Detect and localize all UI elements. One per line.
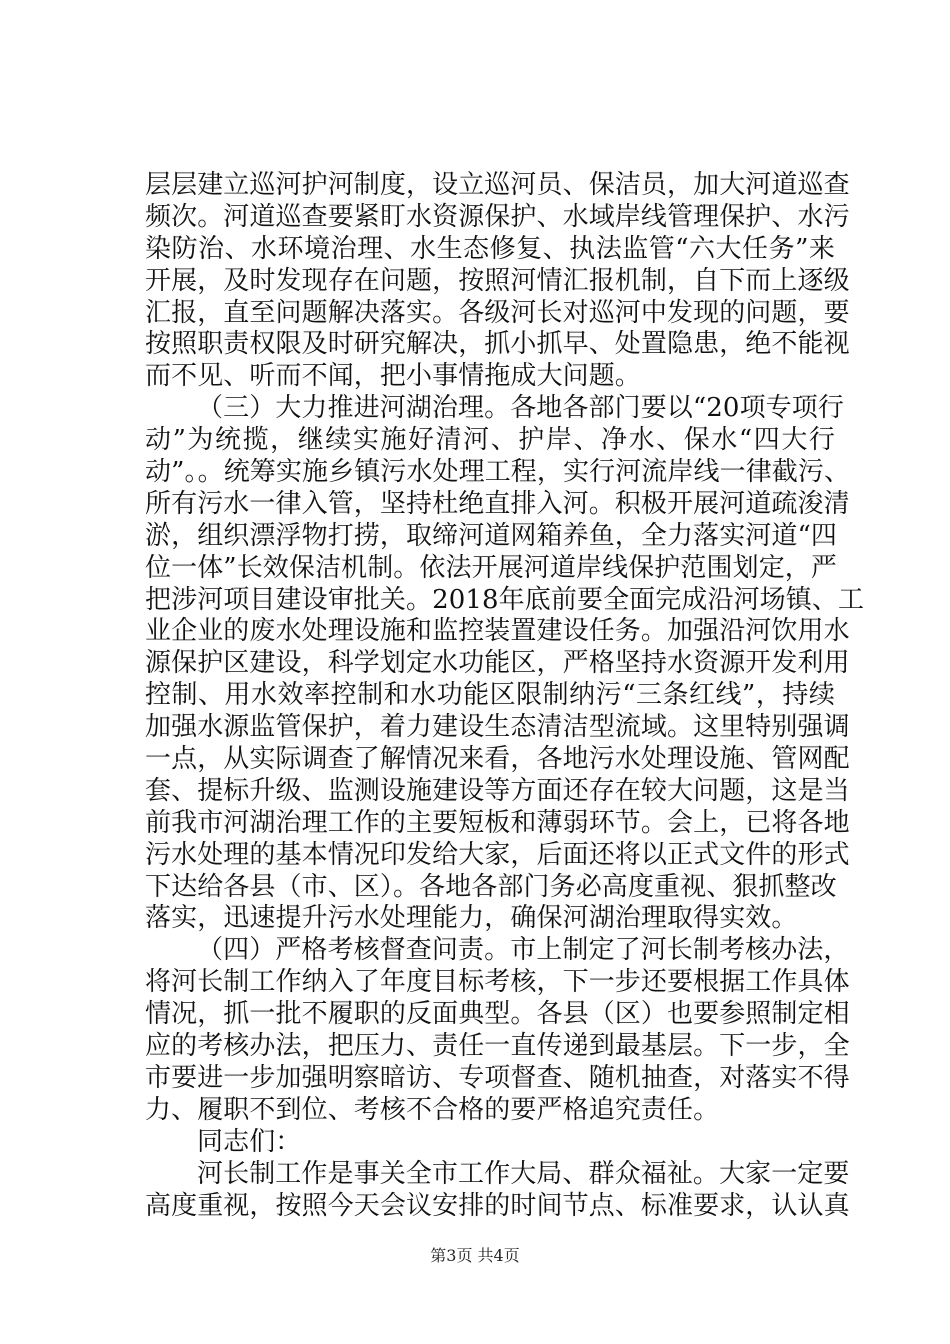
text-line-22: 污水处理的基本情况印发给大家，后面还将以正式文件的形式 bbox=[145, 839, 850, 870]
text-line-8: （三）大力推进河湖治理。各地各部门要以“20项专项行 bbox=[197, 393, 844, 424]
body-text bbox=[145, 170, 865, 1222]
text-line-18: 加强水源监管保护，着力建设生态清洁型流域。这里特别强调 bbox=[145, 712, 850, 743]
text-line-12: 淤，组织漂浮物打捞，取缔河道网箱养鱼，全力落实河道“四 bbox=[145, 520, 837, 551]
text-line-6: 按照职责权限及时研究解决，抓小抓早、处置隐患，绝不能视 bbox=[145, 329, 850, 360]
text-line-21: 前我市河湖治理工作的主要短板和薄弱环节。会上，已将各地 bbox=[145, 807, 850, 838]
text-line-13: 位一体”长效保洁机制。依法开展河道岸线保护范围划定，严 bbox=[145, 552, 837, 583]
text-line-4: 开展，及时发现存在问题，按照河情汇报机制，自下而上逐级 bbox=[145, 265, 850, 296]
text-line-28: 应的考核办法，把压力、责任一直传递到最基层。下一步，全 bbox=[145, 1031, 850, 1062]
text-line-9: 动”为统揽，继续实施好清河、护岸、净水、保水“四大行 bbox=[145, 425, 835, 456]
text-line-19: 一点，从实际调查了解情况来看，各地污水处理设施、管网配 bbox=[145, 744, 850, 775]
text-line-1: 层层建立巡河护河制度，设立巡河员、保洁员，加大河道巡查 bbox=[145, 170, 850, 200]
text-line-33: 高度重视，按照今天会议安排的时间节点、标准要求，认认真 bbox=[145, 1190, 850, 1221]
text-line-20: 套、提标升级、监测设施建设等方面还存在较大问题，这是当 bbox=[145, 775, 850, 806]
text-line-14: 把涉河项目建设审批关。2018年底前要全面完成沿河场镇、工 bbox=[145, 584, 865, 615]
text-line-3: 染防治、水环境治理、水生态修复、执法监管“六大任务”来 bbox=[145, 233, 835, 264]
text-line-10: 动”。。统筹实施乡镇污水处理工程，实行河流岸线一律截污、 bbox=[145, 457, 851, 488]
text-line-24: 落实，迅速提升污水处理能力，确保河湖治理取得实效。 bbox=[145, 903, 798, 934]
page-number-label: 第3页 共4页 bbox=[430, 1246, 520, 1265]
text-line-30: 力、履职不到位、考核不合格的要严格追究责任。 bbox=[145, 1094, 720, 1125]
text-line-5: 汇报，直至问题解决落实。各级河长对巡河中发现的问题，要 bbox=[145, 297, 850, 328]
text-line-11: 所有污水一律入管，坚持杜绝直排入河。积极开展河道疏浚清 bbox=[145, 488, 850, 519]
text-line-29: 市要进一步加强明察暗访、专项督查、随机抽查，对落实不得 bbox=[145, 1062, 850, 1093]
text-line-23: 下达给各县（市、区）。各地各部门务必高度重视、狠抓整改 bbox=[145, 871, 837, 902]
text-line-32: 河长制工作是事关全市工作大局、群众福祉。大家一定要 bbox=[197, 1158, 850, 1189]
text-line-17: 控制、用水效率控制和水功能区限制纳污“三条红线”，持续 bbox=[145, 680, 835, 711]
text-line-26: 将河长制工作纳入了年度目标考核，下一步还要根据工作具体 bbox=[145, 967, 850, 998]
text-line-2: 频次。河道巡查要紧盯水资源保护、水域岸线管理保护、水污 bbox=[145, 201, 850, 232]
text-line-16: 源保护区建设，科学划定水功能区，严格坚持水资源开发利用 bbox=[145, 648, 850, 679]
text-line-25: （四）严格考核督查问责。市上制定了河长制考核办法， bbox=[197, 935, 850, 966]
text-line-31: 同志们： bbox=[197, 1126, 302, 1157]
text-line-27: 情况，抓一批不履职的反面典型。各县（区）也要参照制定相 bbox=[145, 999, 850, 1030]
text-line-7: 而不见、听而不闻，把小事情拖成大问题。 bbox=[145, 361, 641, 392]
text-line-15: 业企业的废水处理设施和监控装置建设任务。加强沿河饮用水 bbox=[145, 616, 850, 647]
page-footer bbox=[0, 1243, 950, 1266]
